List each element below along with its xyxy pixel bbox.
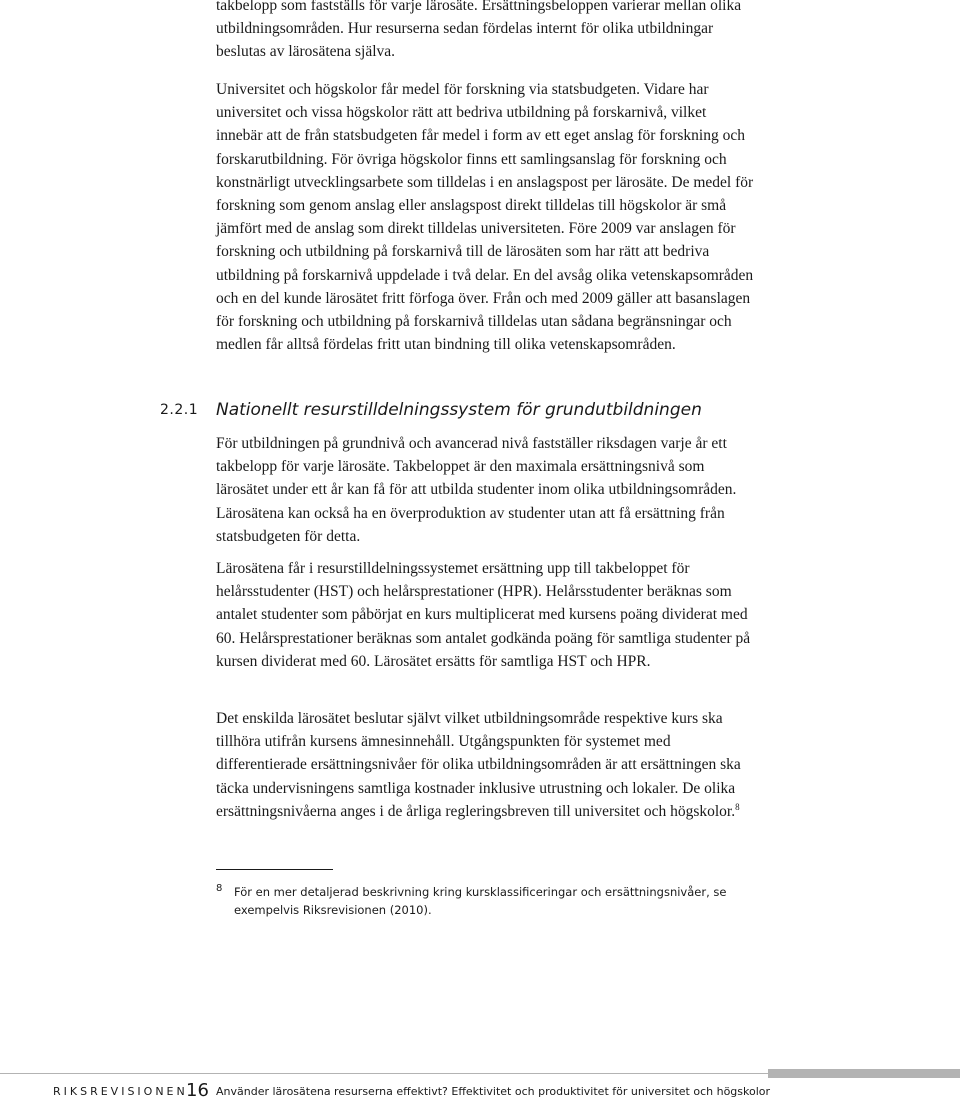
- section-heading: [0, 399, 960, 423]
- footnote-reference[interactable]: 8: [735, 801, 740, 812]
- section-title: Nationellt resurstilldelningssystem för grundutbildningen: [216, 400, 702, 420]
- footnote-text: För en mer detaljerad beskrivning kring kursklassificeringar och ersättningsnivåer, se exempelvis Riksrevisionen (2010).: [234, 885, 727, 917]
- body-paragraph: Lärosätena får i resurstilldelningssystemet ersättning upp till takbeloppet för helårsstudenter (HST) och helårsprestationer (HPR). Helårsstudenter beräknas som antalet studenter som påbörjat en kurs multiplicerat med kursens poäng dividerat med 60. Helårsprestationer beräknas som antalet godkända poäng för samtliga studenter på kursen dividerat med 60. Lärosätet ersätts för samtliga HST och HPR.: [216, 560, 751, 670]
- body-paragraph: För utbildningen på grundnivå och avancerad nivå fastställer riksdagen varje år ett takbelopp för varje lärosäte. Takbeloppet är den maximala ersättningsnivå som lärosätet under ett år kan få för att utbilda studenter inom olika utbildningsområden. Lärosätena kan också ha en överproduktion av studenter utan att få ersättning från statsbudgeten för detta.: [216, 435, 737, 545]
- body-paragraph: Universitet och högskolor får medel för forskning via statsbudgeten. Vidare har universitet och vissa högskolor rätt att bedriva utbildning på forskarnivå, vilket innebär att de från statsbudgeten får medel i form av ett eget anslag för forskning och forskarutbildning. För övriga högskolor finns ett samlingsanslag för forskning och konstnärligt utvecklingsarbete som tilldelas i en anslagspost per lärosäte. De medel för forskning som genom anslag eller anslagspost direkt tilldelas till högskolor är små jämfört med de anslag som direkt tilldelas universiteten. Före 2009 var anslagen för forskning och utbildning på forskarnivå till de lärosäten som har rätt att bedriva utbildning på forskarnivå uppdelade i två delar. En del avsåg olika vetenskapsområden och en del kunde lärosätet fritt förfoga över. Från och med 2009 gäller att basanslagen för forskning och utbildning på forskarnivå tilldelas utan sådana begränsningar och medlen får alltså fördelas fritt utan bindning till olika vetenskapsområden.: [216, 81, 754, 354]
- page-number: 16: [186, 1080, 209, 1101]
- footnote-divider: [216, 869, 333, 870]
- footer-divider: [0, 1073, 768, 1074]
- section-number: 2.2.1: [160, 402, 199, 418]
- body-paragraph: [216, 707, 756, 823]
- footer-accent-bar: [768, 1069, 960, 1078]
- footer-title: Använder lärosätena resurserna effektivt? Effektivitet och produktivitet för universitet och högskolor: [216, 1085, 771, 1098]
- footnote-number: 8: [216, 883, 223, 894]
- body-paragraph-text: Det enskilda lärosätet beslutar självt vilket utbildningsområde respektive kurs ska tillhöra utifrån kursens ämnesinnehåll. Utgångspunkten för systemet med differentierade ersättningsnivåer för olika utbildningsområden är att ersättningen ska täcka undervisningens samtliga kostnader inklusive utrustning och lokaler. De olika ersättningsnivåerna anges i de årliga regleringsbreven till universitet och högskolor.: [216, 710, 741, 820]
- body-paragraph: takbelopp som fastställs för varje lärosäte. Ersättningsbeloppen varierar mellan olika utbildningsområden. Hur resurserna sedan fördelas internt för olika utbildningar beslutas av lärosätena själva.: [216, 0, 742, 61]
- footer-brand: RIKSREVISIONEN: [53, 1085, 188, 1098]
